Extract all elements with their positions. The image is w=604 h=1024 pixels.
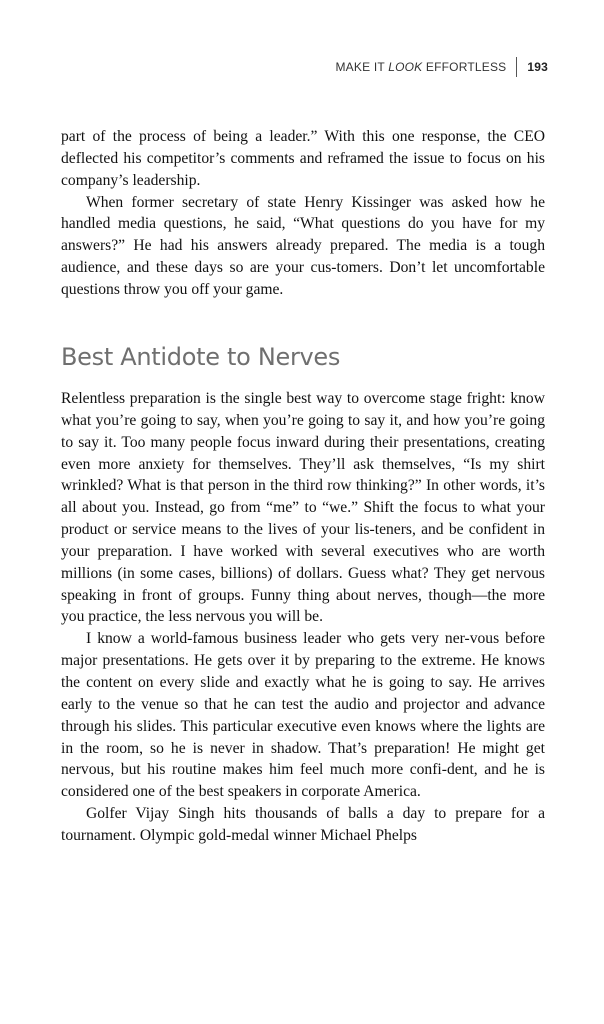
paragraph: part of the process of being a leader.” With this one response, the CEO deflected his competitor’s comments and reframed the issue to focus on his company’s leadership. [61, 128, 545, 189]
paragraph: I know a world-famous business leader who gets very ner-vous before major presentations. He gets over it by preparing to the extreme. He knows the content on every slide and exactly what he is going to say. He arrives early to the venue so that he can test the audio and projector and advance through his slides. This particular executive even knows where the lights are in the room, so he is never in shadow. That’s preparation! He might get nervous, but his routine makes him feel much more confi-dent, and he is considered one of the best speakers in corporate America. [61, 630, 545, 801]
body-text-top [61, 126, 545, 301]
paragraph: Golfer Vijay Singh hits thousands of balls a day to prepare for a tournament. Olympic gold-medal winner Michael Phelps [61, 805, 545, 844]
header-divider [516, 57, 517, 77]
body-text-main [61, 388, 545, 847]
paragraph: Relentless preparation is the single best way to overcome stage fright: know what you’re going to say, when you’re going to say it, and how you’re going to say it. Too many people focus inward during their presentations, creating even more anxiety for themselves. They’ll ask themselves, “Is my shirt wrinkled? What is that person in the third row thinking?” In other words, it’s all about you. Instead, go from “me” to “we.” Shift the focus to what your product or service means to the lives of your lis-teners, and be confident in your preparation. I have worked with several executives who are worth millions (in some cases, billions) of dollars. Guess what? They get nervous speaking in front of groups. Funny thing about nerves, though—the more you practice, the less nervous you will be. [61, 390, 545, 626]
running-title-emphasis: LOOK [388, 60, 423, 74]
running-header [335, 57, 548, 77]
running-title-post: EFFORTLESS [422, 60, 507, 74]
page-number: 193 [527, 60, 548, 74]
running-title [335, 60, 506, 74]
running-title-pre: MAKE IT [335, 60, 389, 74]
section-heading: Best Antidote to Nerves [61, 343, 341, 371]
paragraph: When former secretary of state Henry Kissinger was asked how he handled media questions, he said, “What questions do you have for my answers?” He had his answers already prepared. The media is a tough audience, and these days so are your cus-tomers. Don’t let uncomfortable questions throw you off your game. [61, 193, 545, 298]
